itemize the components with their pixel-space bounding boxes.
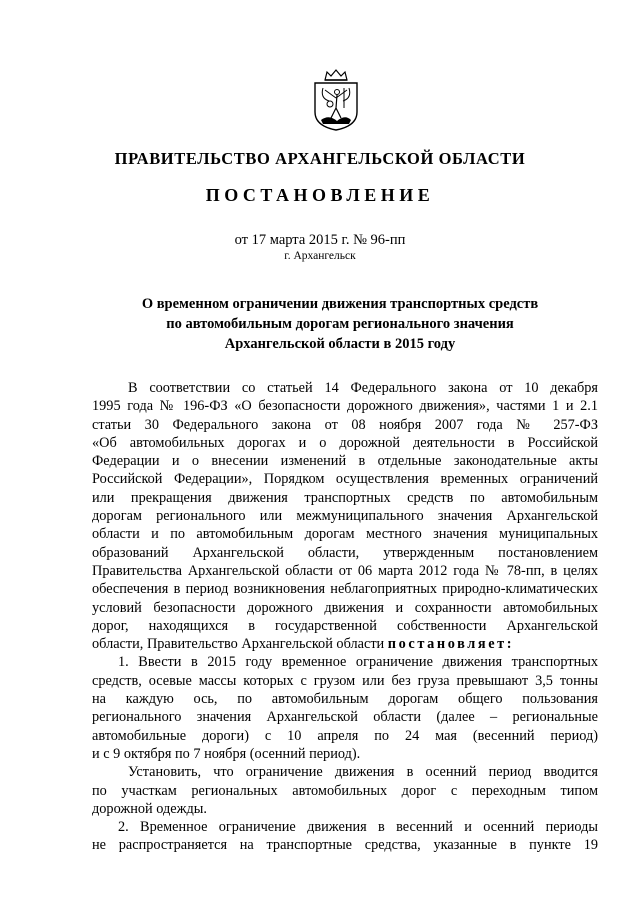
title-line: Архангельской области в 2015 году bbox=[224, 336, 456, 352]
resolves-keyword: постановляет: bbox=[387, 636, 515, 653]
body-line: области и по автомобильным дорогам местного значения муниципальных bbox=[92, 526, 598, 543]
body-line: дорожной одежды. bbox=[92, 800, 207, 817]
body-line: по участкам региональных автомобильных дорог с переходным типом bbox=[92, 782, 598, 799]
body-line: регионального значения Архангельской области (далее – региональные bbox=[92, 709, 598, 726]
date-number: от 17 марта 2015 г. № 96-пп bbox=[234, 232, 406, 248]
document-type: ПОСТАНОВЛЕНИЕ bbox=[205, 185, 435, 205]
body-line: образований Архангельской области, утвержденным постановлением bbox=[92, 544, 598, 561]
title-line: О временном ограничении движения транспортных средств bbox=[141, 296, 539, 312]
body-line: не распространяется на транспортные средства, указанные в пункте 19 bbox=[92, 837, 598, 854]
document-body bbox=[92, 379, 598, 855]
body-line: Российской Федерации», Порядком осуществления временных ограничений bbox=[92, 471, 598, 488]
body-line: дорог, находящихся в государственной собственности Архангельской bbox=[92, 617, 598, 634]
body-line: автомобильные дороги) с 10 апреля по 24 мая (весенний период) bbox=[92, 727, 598, 744]
body-line bbox=[92, 635, 598, 653]
arkhangelsk-coat-of-arms-icon bbox=[311, 68, 361, 132]
body-line: и с 9 октября по 7 ноября (осенний период). bbox=[92, 745, 361, 762]
title-line: по автомобильным дорогам регионального значения bbox=[166, 316, 514, 332]
body-line: обеспечения в период возникновения неблагоприятных природно-климатических bbox=[92, 581, 598, 598]
body-line: Федерации и о внесении изменений в отдельные законодательные акты bbox=[92, 453, 598, 470]
body-line: 1. Ввести в 2015 году временное ограничение движения транспортных bbox=[118, 654, 598, 671]
body-line: 2. Временное ограничение движения в весенний и осенний периоды bbox=[118, 819, 598, 836]
body-line: «Об автомобильных дорогах и о дорожной деятельности в Российской bbox=[92, 434, 598, 451]
body-line: 1995 года № 196-ФЗ «О безопасности дорожного движения», частями 1 и 2.1 bbox=[92, 398, 598, 415]
body-line: средств, осевые массы которых с грузом или без груза превышают 3,5 тонны bbox=[92, 672, 598, 689]
government-name: ПРАВИТЕЛЬСТВО АРХАНГЕЛЬСКОЙ ОБЛАСТИ bbox=[114, 149, 526, 168]
body-line: Правительства Архангельской области от 06 марта 2012 года № 78-пп, в целях bbox=[92, 562, 598, 579]
body-line: на каждую ось, по автомобильным дорогам общего пользования bbox=[92, 691, 598, 708]
city: г. Архангельск bbox=[284, 250, 356, 262]
document-title bbox=[80, 294, 600, 354]
body-line: условий безопасности дорожного движения и сохранности автомобильных bbox=[92, 599, 598, 616]
body-line: дорогам регионального или межмуниципального значения Архангельской bbox=[92, 508, 598, 525]
body-text: области, Правительство Архангельской области bbox=[92, 636, 388, 653]
body-line: В соответствии со статьей 14 Федерального закона от 10 декабря bbox=[128, 380, 598, 396]
body-line: или прекращения движения транспортных средств по автомобильным bbox=[92, 489, 598, 506]
body-line: Установить, что ограничение движения в осенний период вводится bbox=[128, 764, 598, 781]
body-line: статьи 30 Федерального закона от 08 ноября 2007 года № 257-ФЗ bbox=[92, 416, 598, 433]
